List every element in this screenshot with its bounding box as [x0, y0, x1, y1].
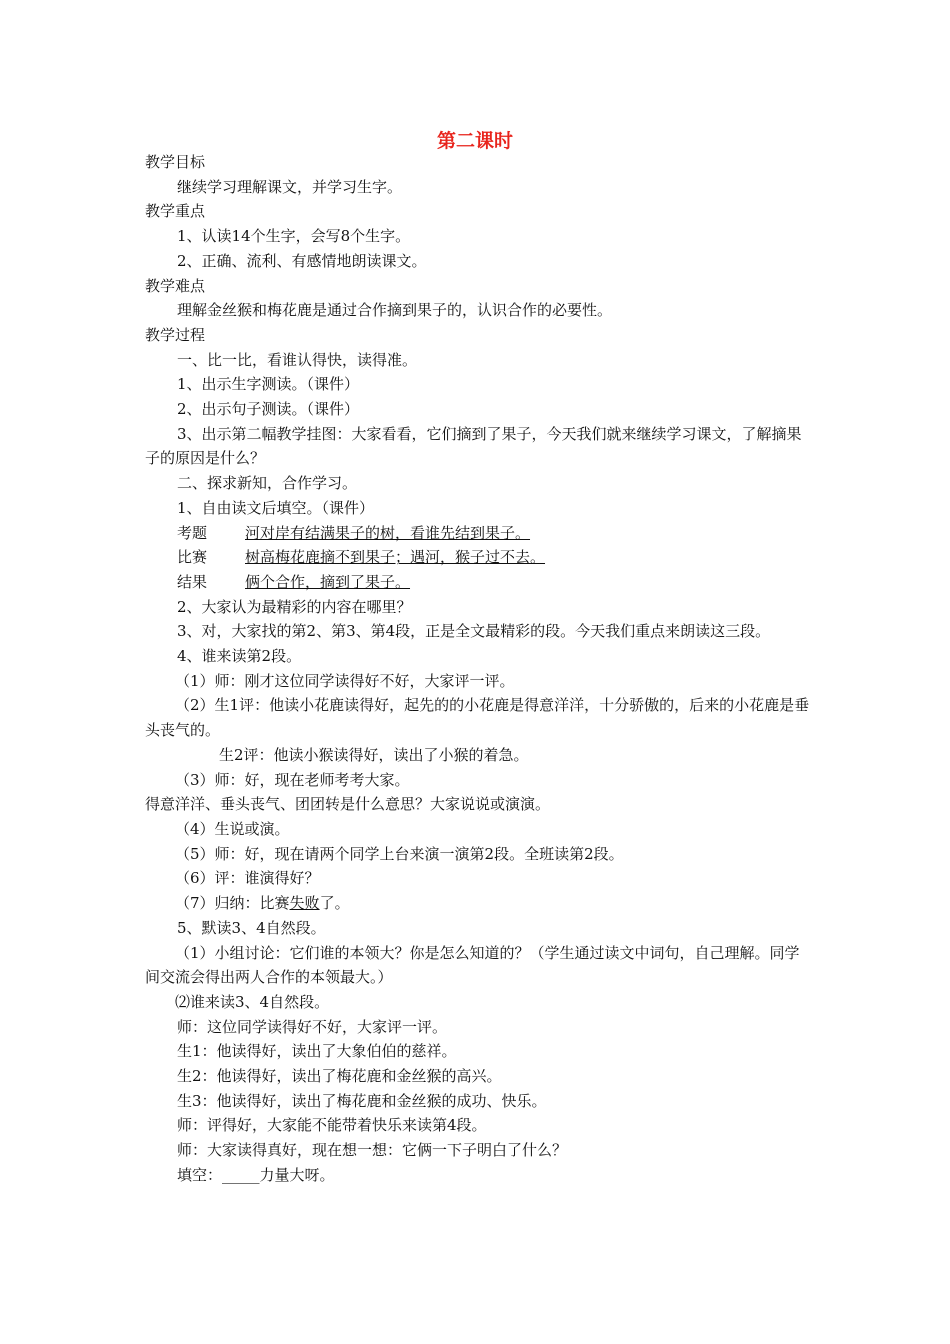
paragraph [145, 891, 810, 916]
document-body [145, 150, 810, 1188]
paragraph: 师：大家读得真好，现在想一想：它俩一下子明白了什么？ [177, 1141, 568, 1160]
key-point-2: 2、正确、流利、有感情地朗读课文。 [177, 251, 427, 270]
paragraph: 师：评得好，大家能不能带着快乐来读第4段。 [177, 1116, 487, 1135]
paragraph: 生2：他读得好，读出了梅花鹿和金丝猴的高兴。 [177, 1067, 502, 1086]
paragraph: （3）师：好，现在老师考考大家。 [175, 770, 410, 789]
fill-row-result [145, 570, 810, 595]
goal-text: 继续学习理解课文，并学习生字。 [177, 177, 403, 196]
text-segment: 了。 [319, 894, 350, 913]
paragraph: 师：这位同学读得好不好，大家评一评。 [177, 1017, 448, 1036]
fill-row-label: 比赛 [177, 548, 208, 567]
fill-row-label: 结果 [177, 572, 208, 591]
section-heading-difficulty: 教学难点 [145, 276, 206, 295]
paragraph: 1、自由读文后填空。（课件） [177, 498, 375, 517]
paragraph: （6）评：谁演得好？ [175, 869, 320, 888]
paragraph: 一、比一比，看谁认得快，读得准。 [177, 350, 418, 369]
paragraph: 1、出示生字测读。（课件） [177, 375, 360, 394]
difficulty-text: 理解金丝猴和梅花鹿是通过合作摘到果子的，认识合作的必要性。 [177, 301, 613, 320]
underlined-word: 失败 [289, 894, 320, 913]
fill-row-label: 考题 [177, 523, 208, 542]
section-heading-key: 教学重点 [145, 202, 206, 221]
paragraph: （5）师：好，现在请两个同学上台来演一演第2段。全班读第2段。 [175, 844, 624, 863]
key-point-1: 1、认读14个生字，会写8个生字。 [177, 227, 411, 246]
paragraph: 生1：他读得好，读出了大象伯伯的慈祥。 [177, 1042, 457, 1061]
section-heading-goal: 教学目标 [145, 153, 206, 171]
fill-row-answer: 河对岸有结满果子的树，看谁先结到果子。 [245, 523, 531, 542]
paragraph: 生3：他读得好，读出了梅花鹿和金丝猴的成功、快乐。 [177, 1091, 547, 1110]
page-title: 第二课时 [436, 130, 513, 152]
paragraph: （1）小组讨论：它们谁的本领大？你是怎么知道的？（学生通过读文中词句，自己理解。同学间交流会得出两人合作的本领最大。） [145, 943, 800, 987]
paragraph: 5、默读3、4自然段。 [177, 918, 326, 937]
paragraph: 得意洋洋、垂头丧气、团团转是什么意思？大家说说或演演。 [145, 795, 551, 814]
fill-row-match [145, 545, 810, 570]
paragraph: 3、出示第二幅教学挂图：大家看看，它们摘到了果子，今天我们就来继续学习课文，了解摘果子的原因是什么？ [145, 424, 802, 468]
fill-row-answer: 树高梅花鹿摘不到果子；遇河，猴子过不去。 [245, 548, 546, 567]
paragraph: 4、谁来读第2段。 [177, 647, 302, 666]
paragraph: 3、对，大家找的第2、第3、第4段，正是全文最精彩的段。今天我们重点来朗读这三段。 [177, 622, 771, 641]
fill-row-answer: 俩个合作，摘到了果子。 [245, 572, 411, 591]
text-segment: （7）归纳：比赛 [175, 894, 290, 913]
paragraph: 2、大家认为最精彩的内容在哪里？ [177, 597, 412, 616]
paragraph: 填空：_____力量大呀。 [177, 1165, 335, 1184]
paragraph: 生2评：他读小猴读得好，读出了小猴的着急。 [219, 745, 529, 764]
paragraph: 二、探求新知，合作学习。 [177, 474, 358, 493]
paragraph: （4）生说或演。 [175, 819, 290, 838]
paragraph: （1）师：刚才这位同学读得好不好，大家评一评。 [175, 671, 515, 690]
paragraph: （2）生1评：他读小花鹿读得好，起先的的小花鹿是得意洋洋，十分骄傲的，后来的小花鹿是垂头丧气的。 [145, 696, 810, 740]
paragraph: 2、出示句子测读。（课件） [177, 400, 360, 419]
fill-row-topic [145, 521, 810, 546]
section-heading-process: 教学过程 [145, 325, 206, 344]
paragraph: ⑵谁来读3、4自然段。 [175, 992, 330, 1011]
